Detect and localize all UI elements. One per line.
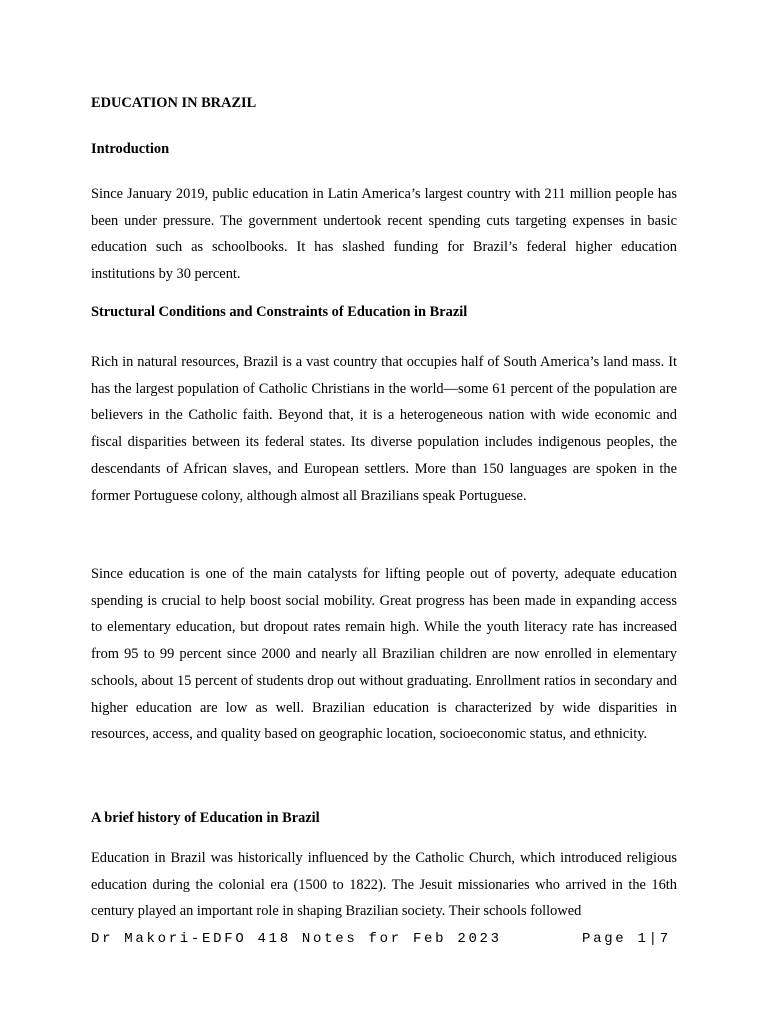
paragraph-structural-conditions-1: Rich in natural resources, Brazil is a vast country that occupies half of South America’s land mass. It has the largest population of Catholic Christians in the world—some 61 percent of the population are believers in the Catholic faith. Beyond that, it is a heterogeneous nation with wide economic and fiscal disparities between its federal states. Its diverse population includes indigenous peoples, the descendants of African slaves, and European settlers. More than 150 languages are spoken in the former Portuguese colony, although almost all Brazilians speak Portuguese. — [91, 354, 677, 504]
paragraph-history: Education in Brazil was historically influenced by the Catholic Church, which introduced religious education during the colonial era (1500 to 1822). The Jesuit missionaries who arrived in the 16th century played an important role in shaping Brazilian society. Their schools followed — [91, 850, 677, 920]
section-heading-introduction: Introduction — [91, 141, 170, 157]
paragraph-structural-conditions-2: Since education is one of the main catalysts for lifting people out of poverty, adequate education spending is crucial to help boost social mobility. Great progress has been made in expanding access to elementary education, but dropout rates remain high. While the youth literacy rate has increased from 95 to 99 percent since 2000 and nearly all Brazilian children are now enrolled in elementary schools, about 15 percent of students drop out without graduating. Enrollment ratios in secondary and higher education are low as well. Brazilian education is characterized by wide disparities in resources, access, and quality based on geographic location, socioeconomic status, and ethnicity. — [91, 566, 677, 743]
paragraph-introduction: Since January 2019, public education in Latin America’s largest country with 211 million people has been under pressure. The government undertook recent spending cuts targeting expenses in basic education such as schoolbooks. It has slashed funding for Brazil’s federal higher education institutions by 30 percent. — [91, 186, 677, 283]
section-heading-history: A brief history of Education in Brazil — [91, 810, 320, 826]
section-heading-structural-conditions: Structural Conditions and Constraints of Education in Brazil — [91, 304, 468, 320]
page-footer-author-course: Dr Makori-EDFO 418 Notes for Feb 2023 — [91, 931, 502, 947]
document-title: EDUCATION IN BRAZIL — [91, 95, 257, 111]
page-footer-page-number: Page 1|7 — [582, 931, 671, 947]
